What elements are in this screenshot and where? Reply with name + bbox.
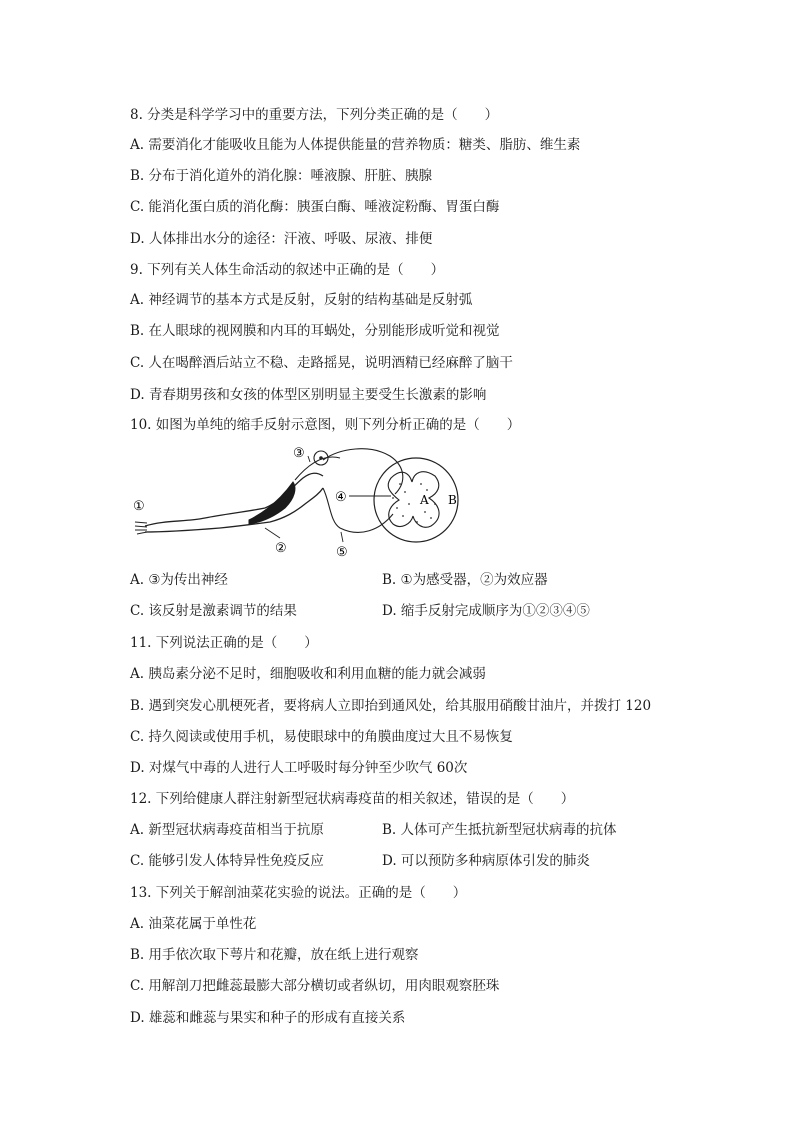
arm-upper-outline	[145, 473, 323, 526]
hand-fingers	[135, 522, 147, 534]
label-3-pointer	[308, 456, 310, 462]
q13-option-c: C. 用解剖刀把雌蕊最膨大部分横切或者纵切，用肉眼观察胚珠	[130, 978, 500, 994]
q9-option-b: B. 在人眼球的视网膜和内耳的耳蜗处，分别能形成听觉和视觉	[130, 323, 500, 339]
q11-option-d: D. 对煤气中毒的人进行人工呼吸时每分钟至少吹气 60次	[130, 760, 468, 776]
q8-stem: 8. 分类是科学学习中的重要方法，下列分类正确的是（ ）	[130, 107, 499, 123]
label-a: A	[420, 493, 429, 507]
label-4: ④	[335, 490, 347, 505]
muscle-shape	[249, 482, 295, 524]
label-1: ①	[133, 499, 145, 514]
label-2-pointer	[265, 528, 280, 538]
q12-option-b: B. 人体可产生抵抗新型冠状病毒的抗体	[382, 822, 617, 838]
q8-option-b: B. 分布于消化道外的消化腺：唾液腺、肝脏、胰腺	[130, 168, 433, 184]
label-3: ③	[293, 446, 305, 461]
q8-option-c: C. 能消化蛋白质的消化酶：胰蛋白酶、唾液淀粉酶、胃蛋白酶	[130, 199, 500, 215]
label-5: ⑤	[336, 545, 348, 560]
label-2: ②	[275, 541, 287, 556]
q10-option-c: C. 该反射是激素调节的结果	[130, 603, 297, 619]
q13-option-b: B. 用手依次取下萼片和花瓣，放在纸上进行观察	[130, 947, 419, 963]
q10-option-b: B. ①为感受器，②为效应器	[382, 572, 548, 588]
q11-option-c: C. 持久阅读或使用手机，易使眼球中的角膜曲度过大且不易恢复	[130, 729, 513, 745]
q9-option-a: A. 神经调节的基本方式是反射，反射的结构基础是反射弧	[130, 292, 473, 308]
q9-option-c: C. 人在喝醉酒后站立不稳、走路摇晃，说明酒精已经麻醉了脑干	[130, 355, 513, 371]
receptor-dot	[319, 456, 323, 460]
q13-option-d: D. 雄蕊和雌蕊与果实和种子的形成有直接关系	[130, 1010, 406, 1026]
arm-lower-outline	[145, 488, 323, 532]
q9-option-d: D. 青春期男孩和女孩的体型区别明显主要受生长激素的影响	[130, 387, 487, 403]
afferent-nerve	[323, 449, 403, 494]
reflex-arc-diagram	[125, 442, 470, 560]
q12-stem: 12. 下列给健康人群注射新型冠状病毒疫苗的相关叙述，错误的是（ ）	[130, 791, 575, 807]
q12-option-a: A. 新型冠状病毒疫苗相当于抗原	[130, 822, 324, 838]
q11-option-a: A. 胰岛素分泌不足时，细胞吸收和利用血糖的能力就会减弱	[130, 666, 486, 682]
q11-stem: 11. 下列说法正确的是（ ）	[130, 635, 318, 651]
q8-option-d: D. 人体排出水分的途径：汗液、呼吸、尿液、排便	[130, 231, 433, 247]
q11-option-b: B. 遇到突发心肌梗死者，要将病人立即抬到通风处，给其服用硝酸甘油片，并拨打 120	[130, 698, 652, 714]
q9-stem: 9. 下列有关人体生命活动的叙述中正确的是（ ）	[130, 262, 445, 278]
q10-option-d: D. 缩手反射完成顺序为①②③④⑤	[382, 603, 590, 619]
q12-option-c: C. 能够引发人体特异性免疫反应	[130, 853, 324, 869]
q8-option-a: A. 需要消化才能吸收且能为人体提供能量的营养物质：糖类、脂肪、维生素	[130, 137, 581, 153]
q13-option-a: A. 油菜花属于单性花	[130, 916, 257, 932]
label-5-pointer	[341, 532, 343, 542]
grey-matter	[388, 472, 439, 528]
q10-option-a: A. ③为传出神经	[130, 572, 228, 588]
label-b: B	[448, 493, 457, 507]
q12-option-d: D. 可以预防多种病原体引发的肺炎	[382, 853, 590, 869]
q10-stem: 10. 如图为单纯的缩手反射示意图，则下列分析正确的是（ ）	[130, 417, 521, 433]
spinal-cord-outline	[374, 458, 458, 542]
q13-stem: 13. 下列关于解剖油菜花实验的说法。正确的是（ ）	[130, 885, 467, 901]
